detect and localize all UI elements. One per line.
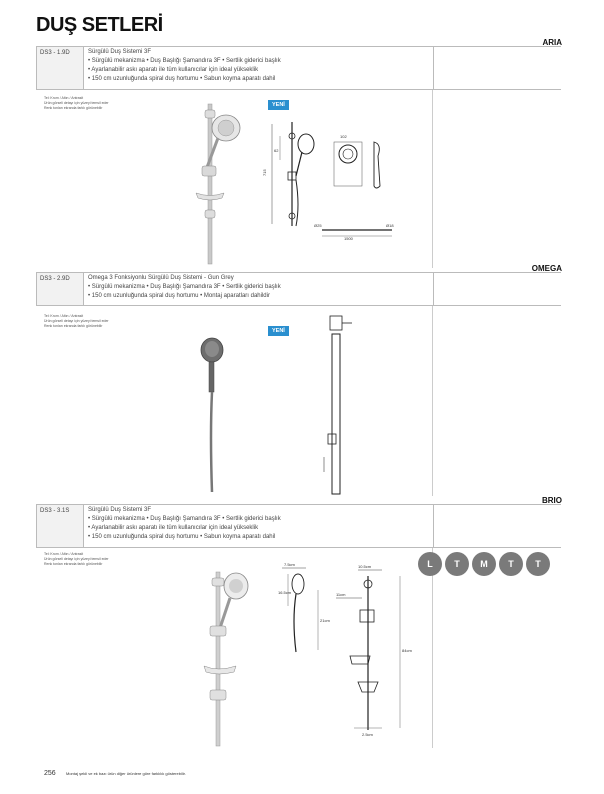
product-empty-column bbox=[433, 504, 561, 548]
product-note: Tel: Krom / Altın / Antrasit Ürün görseli detayı için yüzeyi temsil eder Renk tonları ekranda farklı görünebilir bbox=[44, 314, 109, 328]
dim-w1: Ø25 bbox=[314, 223, 322, 228]
product-description bbox=[84, 272, 433, 306]
product-row-brio bbox=[36, 504, 561, 548]
technical-drawing-aria bbox=[262, 116, 412, 246]
product-row-aria bbox=[36, 46, 561, 90]
product-description bbox=[84, 504, 433, 548]
footer-note: Montaj şekli ve ek bazı ürün diğer ürünlere göre farklılık gösterebilir. bbox=[66, 771, 186, 776]
feature-icon: L bbox=[418, 552, 442, 576]
technical-drawing-omega bbox=[320, 312, 360, 498]
series-name-brio: BRIO bbox=[542, 496, 562, 505]
column-divider bbox=[432, 90, 433, 268]
desc-line: • 150 cm uzunluğunda spiral duş hortumu • Sabun koyma aparatı dahil bbox=[88, 534, 276, 540]
new-badge: YENİ bbox=[268, 100, 289, 110]
product-code: DS3 - 3.1S bbox=[36, 504, 84, 548]
desc-line: • Sürgülü mekanizma • Duş Başlığı Şamandıra 3F • Sertlik giderici başlık bbox=[88, 284, 281, 290]
dim-total: 715 bbox=[262, 169, 267, 176]
series-name-aria: ARIA bbox=[542, 38, 562, 47]
dim-b: 10.5cm bbox=[358, 564, 372, 569]
dim-a: 7.5cm bbox=[284, 562, 295, 567]
feature-icon: T bbox=[499, 552, 523, 576]
dim-d: 21cm bbox=[320, 618, 330, 623]
desc-line: Sürgülü Duş Sistemi 3F bbox=[88, 507, 152, 513]
product-photo-aria bbox=[178, 98, 248, 266]
page-title: DUŞ SETLERİ bbox=[36, 14, 163, 36]
desc-line: Sürgülü Duş Sistemi 3F bbox=[88, 49, 152, 55]
product-note: Tel: Krom / Altın / Antrasit Ürün görseli detayı için yüzeyi temsil eder Renk tonları ekranda farklı görünebilir bbox=[44, 552, 109, 566]
column-divider bbox=[432, 548, 433, 748]
product-code: DS3 - 2.9D bbox=[36, 272, 84, 306]
dim-e: 84cm bbox=[402, 648, 412, 653]
desc-line: • Sürgülü mekanizma • Duş Başlığı Şamandıra 3F • Sertlik giderici başlık bbox=[88, 58, 281, 64]
product-description bbox=[84, 46, 433, 90]
desc-line: • 150 cm uzunluğunda spiral duş hortumu • Sabun koyma aparatı dahil bbox=[88, 76, 276, 82]
dim-head: 102 bbox=[340, 134, 347, 139]
column-divider bbox=[432, 306, 433, 496]
dim-f: 11cm bbox=[336, 592, 346, 597]
feature-icon: T bbox=[445, 552, 469, 576]
product-empty-column bbox=[433, 272, 561, 306]
feature-icon: M bbox=[472, 552, 496, 576]
desc-line: • Ayarlanabilir askı aparatı ile tüm kullanıcılar için ideal yükseklik bbox=[88, 525, 259, 531]
product-photo-brio bbox=[196, 568, 266, 748]
product-photo-omega bbox=[192, 334, 232, 494]
dim-g: 2.5cm bbox=[362, 732, 373, 737]
dim-c: 16.5cm bbox=[278, 590, 292, 595]
dim-hose: 1500 bbox=[344, 236, 353, 241]
page-number: 256 bbox=[44, 770, 56, 777]
new-badge: YENİ bbox=[268, 326, 289, 336]
feature-icon: T bbox=[526, 552, 550, 576]
series-name-omega: OMEGA bbox=[531, 264, 562, 273]
feature-icons bbox=[418, 552, 550, 576]
desc-line: • 150 cm uzunluğunda spiral duş hortumu • Montaj aparatları dahildir bbox=[88, 293, 270, 299]
product-empty-column bbox=[433, 46, 561, 90]
product-row-omega bbox=[36, 272, 561, 306]
dim-w2: Ø18 bbox=[386, 223, 394, 228]
desc-line: • Ayarlanabilir askı aparatı ile tüm kullanıcılar için ideal yükseklik bbox=[88, 67, 259, 73]
desc-line: • Sürgülü mekanizma • Duş Başlığı Şamandıra 3F • Sertlik giderici başlık bbox=[88, 516, 281, 522]
desc-line: Omega 3 Fonksiyonlu Sürgülü Duş Sistemi - Gun Grey bbox=[88, 275, 234, 281]
technical-drawing-brio bbox=[270, 560, 420, 740]
dim-bar: 62 bbox=[274, 148, 279, 153]
product-code: DS3 - 1.9D bbox=[36, 46, 84, 90]
product-note: Tel: Krom / Altın / Antrasit Ürün görseli detayı için yüzeyi temsil eder Renk tonları ekranda farklı görünebilir bbox=[44, 96, 109, 110]
